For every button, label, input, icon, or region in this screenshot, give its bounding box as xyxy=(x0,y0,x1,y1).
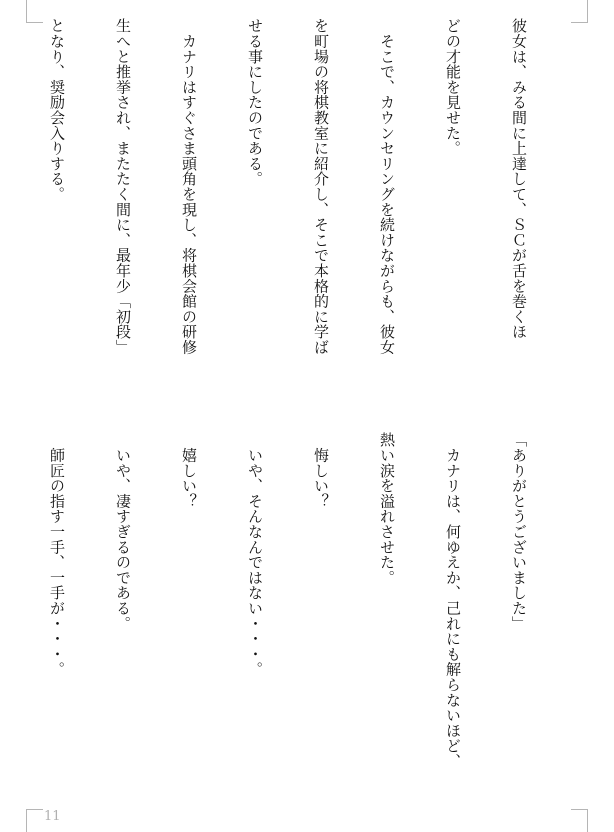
lower-text-block xyxy=(0,432,574,812)
text-line: どの才能を見せた。 xyxy=(444,18,462,156)
crop-mark-bottom-right xyxy=(571,809,588,832)
text-line xyxy=(0,432,2,812)
text-line: いや、凄すぎるのである。 xyxy=(114,432,132,631)
text-line: 師匠の指す一手、一手が・・・。 xyxy=(48,432,66,677)
text-line xyxy=(0,18,2,398)
text-line: いや、そんなんではない・・・。 xyxy=(246,432,264,677)
page-number: 11 xyxy=(44,809,61,824)
text-line: 熱い涙を溢れさせた。 xyxy=(378,432,396,585)
crop-mark-bottom-left xyxy=(26,809,43,832)
text-line: を町場の将棋教室に紹介し、そこで本格的に学ば xyxy=(312,18,330,355)
text-line: となり、奨励会入りする。 xyxy=(48,18,66,202)
text-line: カナリはすぐさま頭角を現し、将棋会館の研修 xyxy=(180,18,198,355)
text-line: 生へと推挙され、またたく間に、最年少「初段」 xyxy=(114,18,132,355)
text-line: そこで、カウンセリングを続けながらも、彼女 xyxy=(378,18,396,355)
text-line: 「ありがとうございました」 xyxy=(510,432,528,631)
upper-text-block xyxy=(0,18,574,398)
text-line: 嬉しい？ xyxy=(180,432,198,509)
text-line: 悔しい？ xyxy=(312,432,330,509)
text-line: せる事にしたのである。 xyxy=(246,18,264,187)
text-line: カナリは、何ゆえか、己れにも解らないほど、 xyxy=(444,432,462,769)
text-line: 彼女は、みる間に上達して、ＳＣが舌を巻くほ xyxy=(510,18,528,340)
